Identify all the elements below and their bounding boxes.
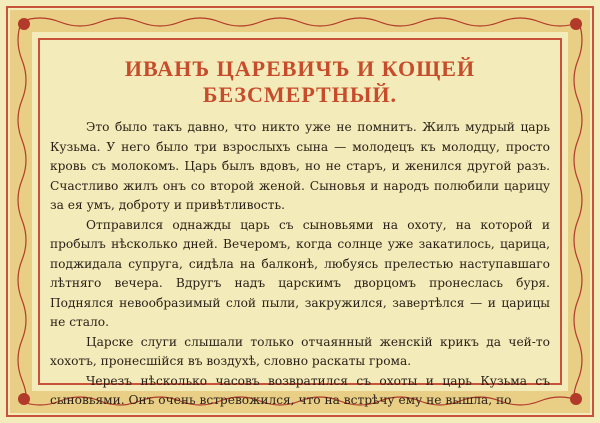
page-title: ИВАНЪ ЦАРЕВИЧЪ И КОЩЕЙ БЕЗСМЕРТНЫЙ. <box>124 56 476 107</box>
paragraph-3: Царске слуги слышали только отчаянный женскій крикъ да чей-то хохотъ, пронесшійся въ воздухѣ, словно раскаты грома. <box>50 334 550 368</box>
document-body <box>50 48 550 418</box>
paragraph-1: Это было такъ давно, что никто уже не помнитъ. Жилъ мудрый царь Кузьма. У него было три взрослыхъ сына — молодецъ къ молодцу, просто кровь съ молокомъ. Царь былъ вдовъ, но не старъ, и женился другой разъ. Счастливо жилъ онъ со второй женой. Сыновья и народъ полюбили царицу за ея умъ, доброту и привѣтливость. <box>50 120 550 212</box>
paragraph-2: Отправился однажды царь съ сыновьями на охоту, на которой и пробылъ нѣсколько дней. Вечеромъ, когда солнце уже закатилось, царица, поджидала супруга, сидѣла на балконѣ, любуясь прелестью наступавшаго лѣтняго вечера. Вдругъ надъ царскимъ дворцомъ пронеслась буря. Поднялся невообразимый слой пыли, закружился, завертѣлся — и царицы не стало. <box>50 217 550 329</box>
paragraph-4: Черезъ нѣсколько часовъ возвратился съ охоты и царь Кузьма съ сыновьями. Онъ очень встревожился, что на встрѣчу ему не вышла, по <box>50 373 550 407</box>
